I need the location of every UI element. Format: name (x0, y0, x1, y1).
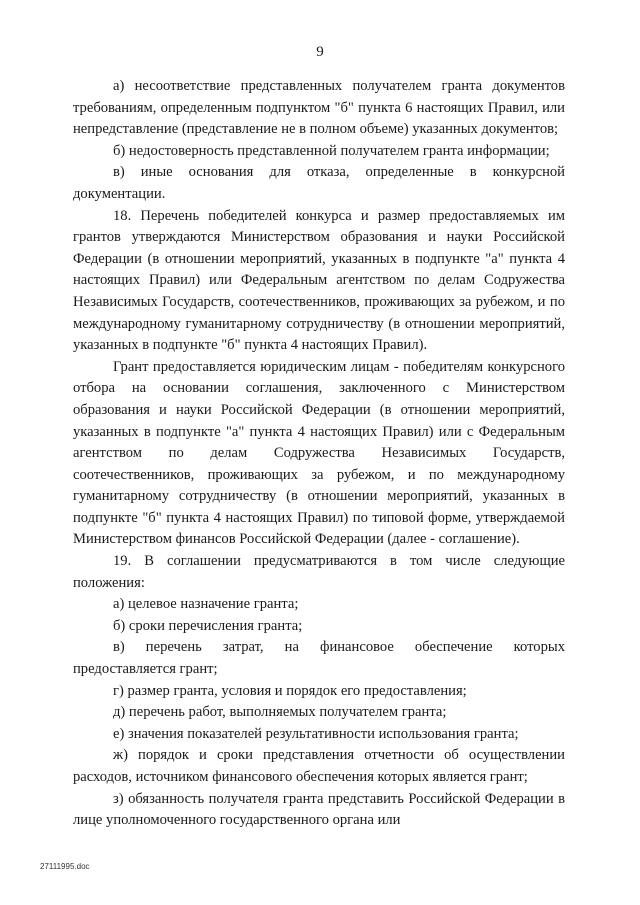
document-body (73, 76, 565, 832)
list-item-zh-reporting: ж) порядок и сроки представления отчетности об осуществлении расходов, источником финансового обеспечения которых является грант; (73, 747, 565, 785)
paragraph-19-agreement: 19. В соглашении предусматриваются в том числе следующие положения: (73, 553, 565, 591)
list-item-a-purpose: а) целевое назначение гранта; (113, 596, 299, 613)
list-item-d-works: д) перечень работ, выполняемых получателем гранта; (113, 704, 447, 721)
list-item-b-terms: б) сроки перечисления гранта; (113, 617, 303, 634)
list-item-v-costs: в) перечень затрат, на финансовое обеспечение которых предоставляется грант; (73, 639, 565, 678)
paragraph-grant-provision: Грант предоставляется юридическим лицам - победителям конкурсного отбора на основании соглашения, заключенного с Министерством образования и науки Российской Федерации (в отношении мероприятий, указанных в подпункте "а" пункта 4 настоящих Правил) или с Федеральным агентством по делам Содружества Независимых Государств, соотечественников, проживающих за рубежом, и по международному гуманитарному сотрудничеству (в отношении мероприятий, указанных в подпункте "б" пункта 4 настоящих Правил) по типовой форме, утверждаемой Министерством финансов Российской Федерации (далее - соглашение). (73, 358, 565, 548)
paragraph-a-nonconformity: а) несоответствие представленных получателем гранта документов требованиям, определенным подпунктом "б" пункта 6 настоящих Правил, или непредставление (представление не в полном объеме) указанных документов; (73, 78, 565, 138)
paragraph-18-winners-list: 18. Перечень победителей конкурса и размер предоставляемых им грантов утверждаются Министерством образования и науки Российской Федерации (в отношении мероприятий, указанных в подпункте "а" пункта 4 настоящих Правил) или Федеральным агентством по делам Содружества Независимых Государств, соотечественников, проживающих за рубежом, и по международному гуманитарному сотрудничеству (в отношении мероприятий, указанных в подпункте "б" пункта 4 настоящих Правил). (73, 207, 565, 354)
footer-filename: 27111995.doc (40, 862, 90, 871)
list-item-g-size: г) размер гранта, условия и порядок его предоставления; (113, 682, 467, 699)
list-item-z-obligation: з) обязанность получателя гранта представить Российской Федерации в лице уполномоченного государственного органа или (73, 790, 565, 829)
list-item-e-indicators: е) значения показателей результативности использования гранта; (113, 725, 519, 742)
page-number: 9 (316, 44, 324, 60)
paragraph-v-other-grounds: в) иные основания для отказа, определенные в конкурсной документации. (73, 164, 565, 202)
paragraph-b-unreliability: б) недостоверность представленной получателем гранта информации; (113, 142, 550, 159)
